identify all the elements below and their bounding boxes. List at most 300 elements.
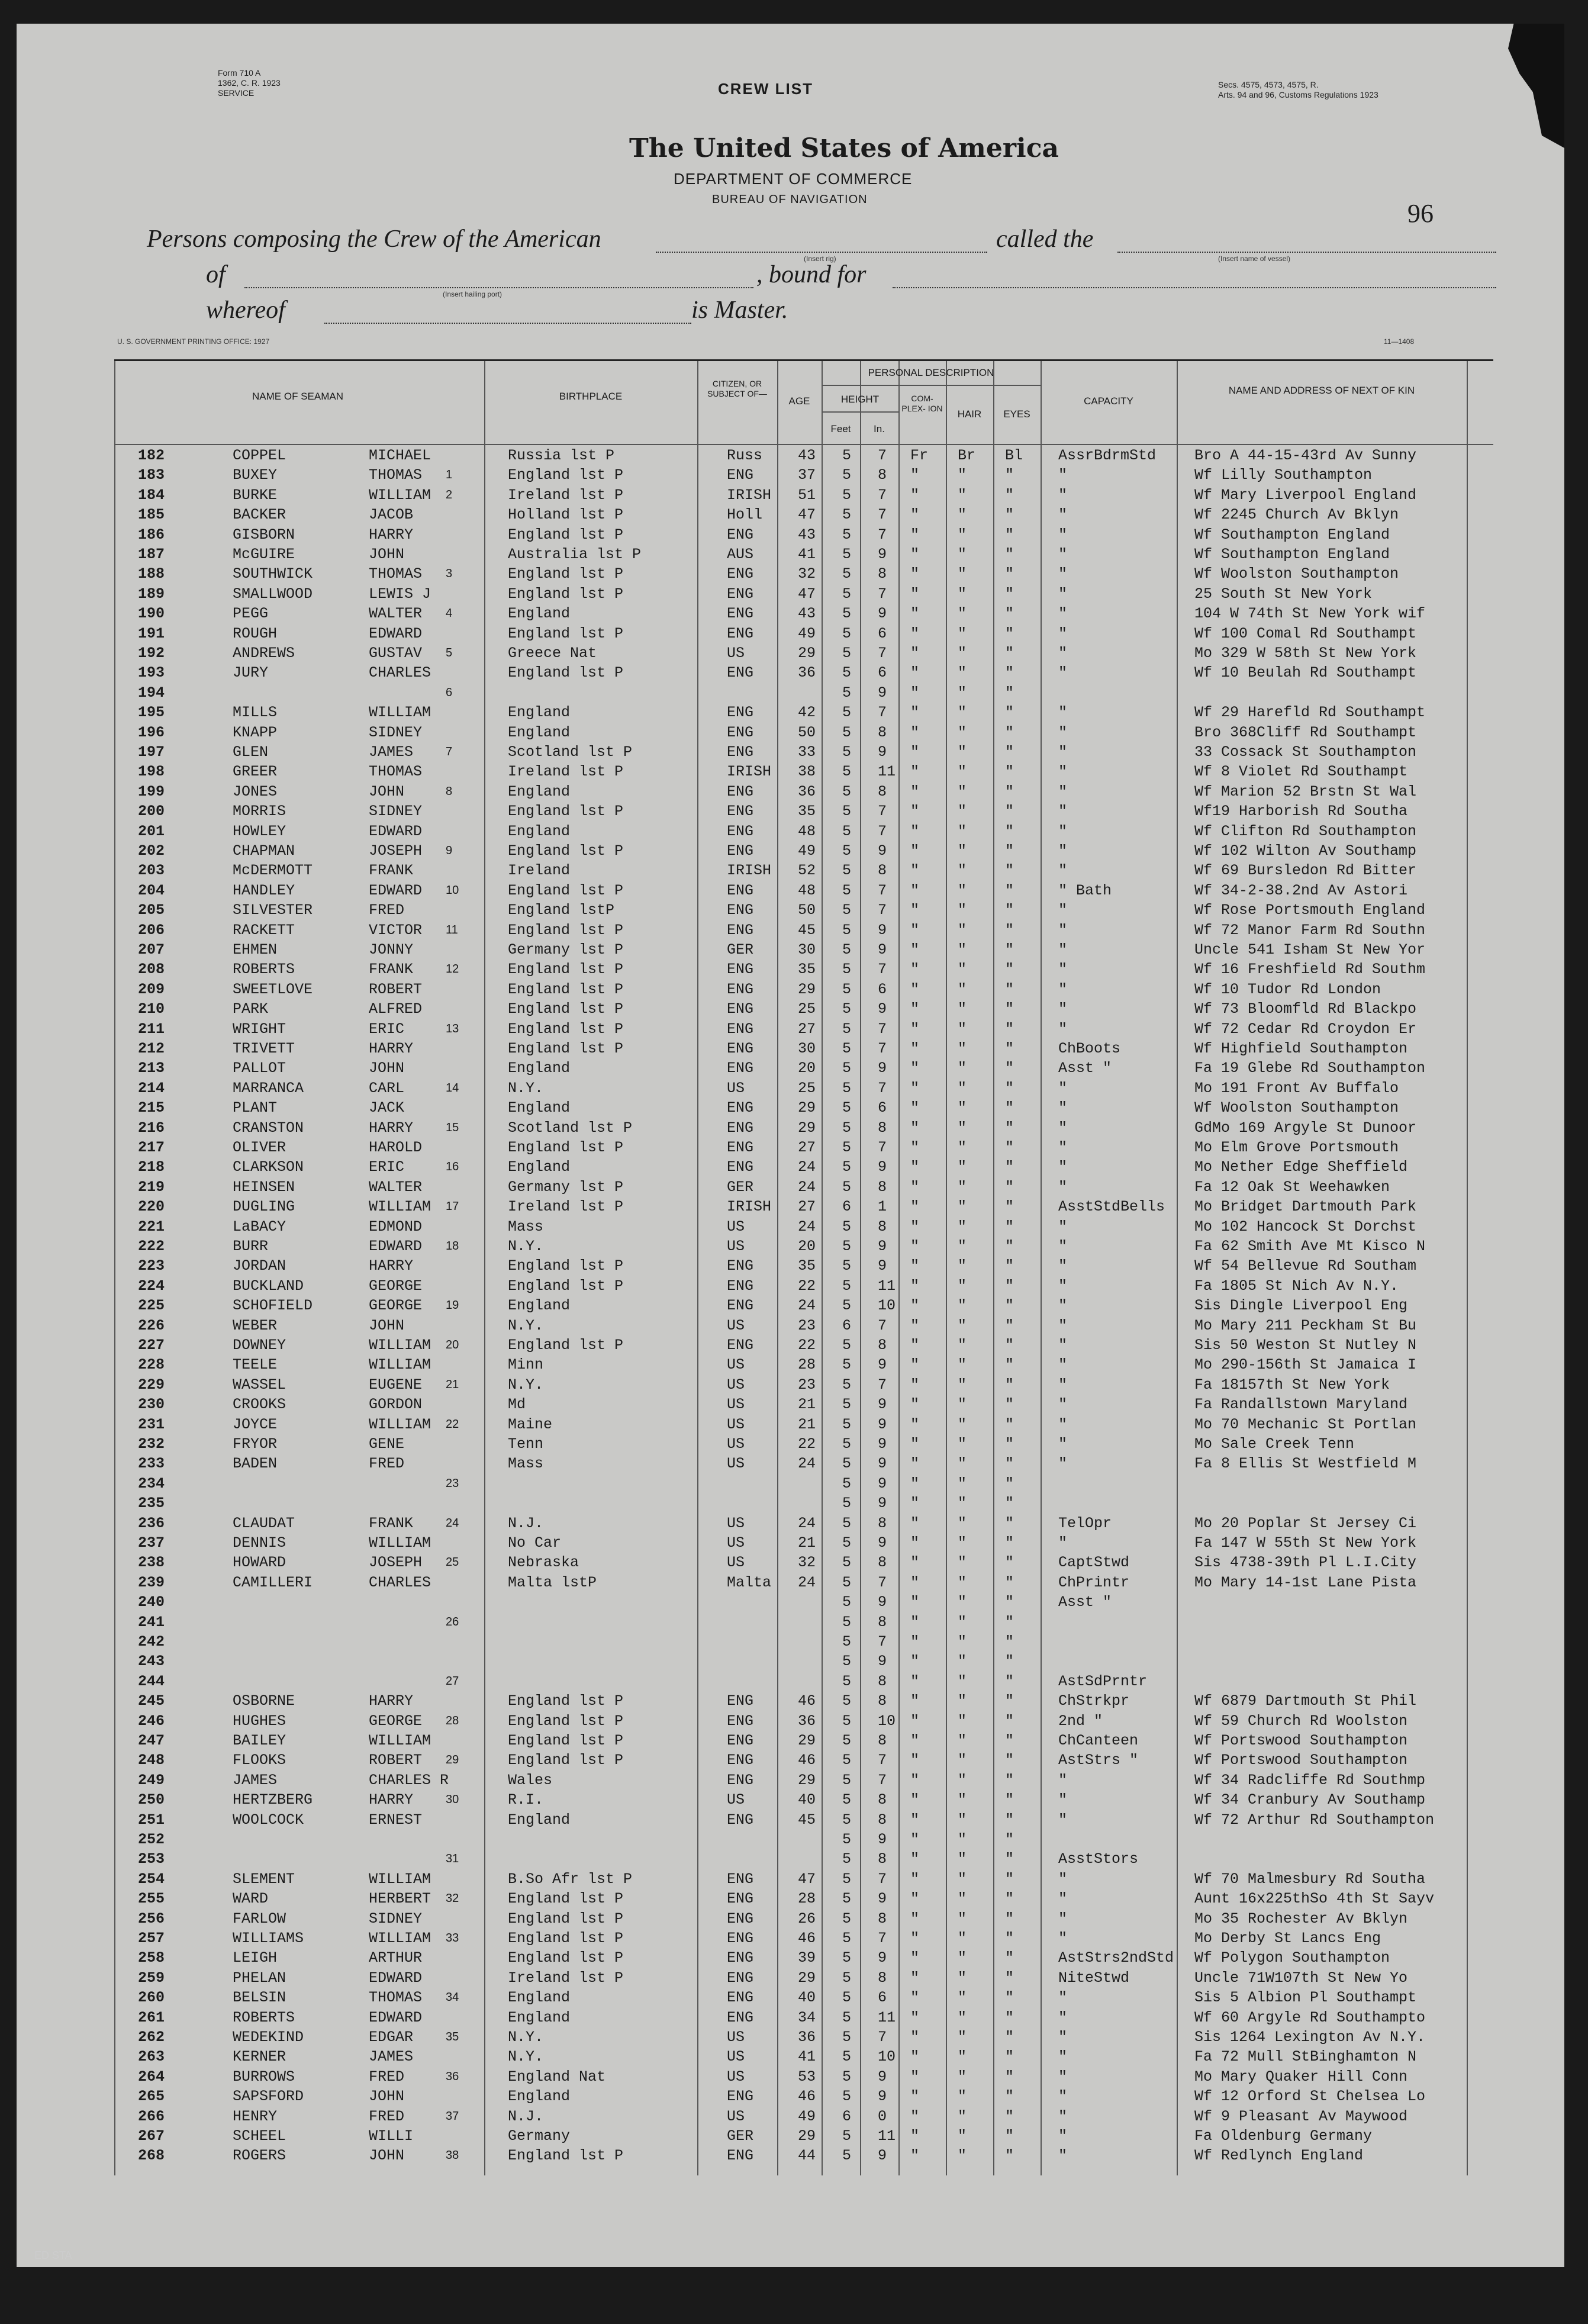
table-row — [114, 2087, 1493, 2106]
margin-number: 31 — [446, 1852, 459, 1866]
col-personal: PERSONAL DESCRIPTION — [868, 367, 994, 378]
age: 42 — [798, 704, 816, 722]
age: 43 — [798, 526, 816, 543]
hair: " — [958, 2107, 967, 2125]
eyes: " — [1005, 2088, 1014, 2106]
birthplace: N.Y. — [508, 1079, 544, 1097]
hair: " — [958, 2147, 967, 2165]
hair: " — [958, 2008, 967, 2026]
age: 51 — [798, 486, 816, 504]
eyes: " — [1005, 881, 1014, 899]
citizenship: US — [727, 1435, 745, 1453]
table-row — [114, 2008, 1493, 2027]
table-row — [114, 1790, 1493, 1810]
surname: FARLOW — [233, 1910, 286, 1927]
margin-number: 17 — [446, 1200, 459, 1213]
row-number: 265 — [138, 2088, 165, 2106]
height-feet: 5 — [842, 1514, 852, 1532]
surname: JORDAN — [233, 1257, 286, 1275]
given-name: LEWIS J — [369, 585, 431, 603]
row-number: 212 — [138, 1040, 165, 1057]
height-inches: 11 — [878, 2008, 896, 2026]
capacity: " — [1058, 842, 1068, 860]
birthplace: England — [508, 704, 571, 722]
capacity: " — [1058, 1890, 1068, 1908]
row-number: 253 — [138, 1850, 165, 1868]
age: 46 — [798, 1752, 816, 1769]
given-name: HARRY — [369, 1791, 414, 1809]
height-inches: 7 — [878, 1139, 887, 1156]
row-number: 184 — [138, 486, 165, 504]
printer-note: U. S. GOVERNMENT PRINTING OFFICE: 1927 — [117, 337, 270, 346]
complexion: " — [910, 2068, 920, 2085]
complexion: " — [910, 803, 920, 820]
birthplace: England lst P — [508, 1930, 624, 1947]
given-name: SIDNEY — [369, 1910, 423, 1927]
age: 24 — [798, 1573, 816, 1591]
eyes: " — [1005, 645, 1014, 662]
birthplace: England lst P — [508, 526, 624, 543]
table-row — [114, 920, 1493, 940]
eyes: " — [1005, 921, 1014, 939]
next-of-kin: Wf 29 Harefld Rd Southampt — [1194, 704, 1426, 722]
table-row — [114, 584, 1493, 604]
surname: WOOLCOCK — [233, 1811, 304, 1829]
table-row — [114, 2107, 1493, 2126]
margin-number: 26 — [446, 1615, 459, 1628]
height-inches: 8 — [878, 1969, 887, 1987]
row-number: 183 — [138, 466, 165, 484]
eyes: " — [1005, 2048, 1014, 2066]
age: 35 — [798, 1257, 816, 1275]
complexion: " — [910, 704, 920, 722]
department-title: DEPARTMENT OF COMMERCE — [674, 170, 913, 188]
hair: " — [958, 2029, 967, 2046]
next-of-kin: Mo Bridget Dartmouth Park — [1194, 1198, 1417, 1216]
complexion: " — [910, 941, 920, 958]
surname: BADEN — [233, 1455, 278, 1473]
hair: " — [958, 1534, 967, 1552]
given-name: JOHN — [369, 546, 405, 563]
hair: " — [958, 1415, 967, 1433]
given-name: HARRY — [369, 1692, 414, 1710]
given-name: FRANK — [369, 862, 414, 880]
given-name: ALFRED — [369, 1000, 423, 1018]
height-inches: 8 — [878, 1811, 887, 1829]
height-inches: 8 — [878, 1119, 887, 1137]
height-feet: 5 — [842, 902, 852, 919]
hair: " — [958, 1752, 967, 1769]
row-number: 268 — [138, 2147, 165, 2165]
next-of-kin: GdMo 169 Argyle St Dunoor — [1194, 1119, 1417, 1137]
capacity: " — [1058, 1020, 1068, 1038]
given-name: WILLIAM — [369, 704, 431, 722]
eyes: " — [1005, 2127, 1014, 2145]
age: 21 — [798, 1534, 816, 1552]
row-number: 185 — [138, 506, 165, 524]
table-row — [114, 1672, 1493, 1691]
capacity: " — [1058, 822, 1068, 840]
complexion: " — [910, 664, 920, 682]
birthplace: Ireland lst P — [508, 1198, 624, 1216]
next-of-kin: Wf Portswood Southampton — [1194, 1752, 1408, 1769]
row-number: 189 — [138, 585, 165, 603]
age: 50 — [798, 723, 816, 741]
hair: " — [958, 2127, 967, 2145]
complexion: " — [910, 921, 920, 939]
capacity: " — [1058, 902, 1068, 919]
citizenship: US — [727, 1079, 745, 1097]
next-of-kin: Mo Sale Creek Tenn — [1194, 1435, 1355, 1453]
hair: " — [958, 1811, 967, 1829]
table-row — [114, 1335, 1493, 1355]
age: 22 — [798, 1337, 816, 1354]
eyes: " — [1005, 1554, 1014, 1572]
height-inches: 7 — [878, 1771, 887, 1789]
height-inches: 7 — [878, 2029, 887, 2046]
age: 23 — [798, 1376, 816, 1393]
birthplace: England — [508, 1158, 571, 1176]
table-row — [114, 1177, 1493, 1197]
capacity: AssrBdrmStd — [1058, 447, 1157, 464]
hair: " — [958, 1653, 967, 1670]
height-feet: 5 — [842, 842, 852, 860]
next-of-kin: Fa Randallstown Maryland — [1194, 1396, 1408, 1414]
capacity: ChStrkpr — [1058, 1692, 1130, 1710]
birthplace: England lst P — [508, 1890, 624, 1908]
birthplace: Maine — [508, 1415, 553, 1433]
eyes: " — [1005, 723, 1014, 741]
row-number: 243 — [138, 1653, 165, 1670]
margin-number: 32 — [446, 1892, 459, 1905]
capacity: " — [1058, 1415, 1068, 1433]
given-name: CHARLES — [369, 664, 431, 682]
next-of-kin: Wf Woolston Southampton — [1194, 1099, 1399, 1117]
eyes: " — [1005, 1514, 1014, 1532]
table-row — [114, 505, 1493, 524]
col-eyes: EYES — [1003, 408, 1030, 420]
table-row — [114, 1573, 1493, 1592]
eyes: " — [1005, 1752, 1014, 1769]
complexion: " — [910, 1752, 920, 1769]
complexion: " — [910, 1020, 920, 1038]
age: 39 — [798, 1949, 816, 1967]
height-feet: 5 — [842, 1297, 852, 1315]
given-name: EUGENE — [369, 1376, 423, 1393]
eyes: " — [1005, 1613, 1014, 1631]
citizenship: ENG — [727, 902, 754, 919]
eyes: " — [1005, 1870, 1014, 1888]
capacity: " — [1058, 2029, 1068, 2046]
given-name: EDMOND — [369, 1218, 423, 1235]
citizenship: ENG — [727, 822, 754, 840]
hair: " — [958, 1831, 967, 1848]
table-row — [114, 643, 1493, 663]
given-name: EDWARD — [369, 822, 423, 840]
col-complexion: COM- PLEX- ION — [901, 394, 943, 413]
height-feet: 5 — [842, 1890, 852, 1908]
given-name: ROBERT — [369, 1752, 423, 1769]
citizenship: US — [727, 1356, 745, 1374]
citizenship: ENG — [727, 1020, 754, 1038]
capacity: " — [1058, 1534, 1068, 1552]
table-row — [114, 465, 1493, 485]
birthplace: England lst P — [508, 1732, 624, 1749]
citizenship: ENG — [727, 1337, 754, 1354]
surname: HANDLEY — [233, 881, 295, 899]
given-name: WILLIAM — [369, 1930, 431, 1947]
given-name: HARRY — [369, 526, 414, 543]
hair: " — [958, 1514, 967, 1532]
capacity: " — [1058, 1455, 1068, 1473]
eyes: " — [1005, 466, 1014, 484]
table-row — [114, 1256, 1493, 1276]
citizenship: ENG — [727, 585, 754, 603]
eyes: " — [1005, 585, 1014, 603]
age: 49 — [798, 625, 816, 642]
hair: " — [958, 1870, 967, 1888]
surname: WASSEL — [233, 1376, 286, 1393]
height-inches: 9 — [878, 2068, 887, 2085]
complexion: " — [910, 565, 920, 583]
height-feet: 5 — [842, 1633, 852, 1650]
given-name: WILLIAM — [369, 486, 431, 504]
margin-number: 37 — [446, 2109, 459, 2123]
eyes: " — [1005, 1653, 1014, 1670]
col-kin: NAME AND ADDRESS OF NEXT OF KIN — [1228, 385, 1415, 396]
height-inches: 10 — [878, 1297, 896, 1315]
table-row — [114, 1237, 1493, 1256]
hair: " — [958, 1949, 967, 1967]
next-of-kin: Fa 147 W 55th St New York — [1194, 1534, 1417, 1552]
height-feet: 5 — [842, 1415, 852, 1433]
margin-number: 6 — [446, 685, 453, 699]
height-feet: 5 — [842, 1930, 852, 1947]
height-inches: 9 — [878, 2147, 887, 2165]
height-feet: 5 — [842, 684, 852, 701]
surname: McDERMOTT — [233, 862, 313, 880]
complexion: " — [910, 1514, 920, 1532]
row-number: 219 — [138, 1178, 165, 1196]
height-feet: 5 — [842, 1554, 852, 1572]
height-feet: 5 — [842, 961, 852, 978]
birthplace: Ireland — [508, 862, 571, 880]
birthplace: England Nat — [508, 2068, 606, 2085]
given-name: WILLIAM — [369, 1337, 431, 1354]
next-of-kin: Sis 5 Albion Pl Southampt — [1194, 1989, 1417, 2007]
surname: CROOKS — [233, 1396, 286, 1414]
eyes: " — [1005, 1376, 1014, 1393]
next-of-kin: Aunt 16x225thSo 4th St Sayv — [1194, 1890, 1435, 1908]
birthplace: England lst P — [508, 1257, 624, 1275]
row-number: 258 — [138, 1949, 165, 1967]
row-number: 199 — [138, 783, 165, 800]
height-feet: 5 — [842, 1969, 852, 1987]
table-row — [114, 782, 1493, 802]
next-of-kin: Mo 20 Poplar St Jersey Ci — [1194, 1514, 1417, 1532]
height-inches: 8 — [878, 1554, 887, 1572]
eyes: " — [1005, 546, 1014, 563]
citizenship: ENG — [727, 664, 754, 682]
eyes: " — [1005, 763, 1014, 781]
citizenship: US — [727, 1415, 745, 1433]
hair: " — [958, 625, 967, 642]
complexion: " — [910, 1277, 920, 1295]
birthplace: England lst P — [508, 2147, 624, 2165]
next-of-kin: Mo 191 Front Av Buffalo — [1194, 1079, 1399, 1097]
row-number: 187 — [138, 546, 165, 563]
given-name: ROBERT — [369, 980, 423, 998]
table-row — [114, 1771, 1493, 1790]
hair: " — [958, 743, 967, 761]
eyes: " — [1005, 1435, 1014, 1453]
capacity: AsstStdBells — [1058, 1198, 1165, 1216]
surname: WILLIAMS — [233, 1930, 304, 1947]
table-row — [114, 1019, 1493, 1039]
row-number: 213 — [138, 1060, 165, 1077]
height-inches: 9 — [878, 1396, 887, 1414]
margin-number: 9 — [446, 844, 453, 857]
age: 30 — [798, 1040, 816, 1057]
height-inches: 7 — [878, 1573, 887, 1591]
age: 26 — [798, 1910, 816, 1927]
hair: " — [958, 546, 967, 563]
table-row — [114, 1197, 1493, 1216]
hair: " — [958, 506, 967, 524]
next-of-kin: Wf Clifton Rd Southampton — [1194, 822, 1417, 840]
age: 46 — [798, 1930, 816, 1947]
citizenship: GER — [727, 2127, 754, 2145]
capacity: ChBoots — [1058, 1040, 1121, 1057]
table-row — [114, 1830, 1493, 1849]
hair: " — [958, 1495, 967, 1512]
surname: TRIVETT — [233, 1040, 295, 1057]
surname: GISBORN — [233, 526, 295, 543]
next-of-kin: Wf Portswood Southampton — [1194, 1732, 1408, 1749]
sec-ref-2: Arts. 94 and 96, Customs Regulations 1923 — [1218, 90, 1378, 99]
table-row — [114, 485, 1493, 505]
surname: BELSIN — [233, 1989, 286, 2007]
birthplace: England lst P — [508, 1020, 624, 1038]
capacity: " — [1058, 723, 1068, 741]
row-number: 223 — [138, 1257, 165, 1275]
given-name: WILLIAM — [369, 1870, 431, 1888]
given-name: EDWARD — [369, 625, 423, 642]
age: 44 — [798, 2147, 816, 2165]
capacity: " — [1058, 1238, 1068, 1255]
birthplace: England — [508, 1297, 571, 1315]
eyes: " — [1005, 783, 1014, 800]
complexion: " — [910, 585, 920, 603]
blank-bound — [893, 287, 1496, 288]
citizenship: ENG — [727, 1890, 754, 1908]
hair: " — [958, 1198, 967, 1216]
hair: " — [958, 1060, 967, 1077]
height-inches: 8 — [878, 565, 887, 583]
row-number: 217 — [138, 1139, 165, 1156]
height-inches: 10 — [878, 1712, 896, 1730]
birthplace: Greece Nat — [508, 645, 597, 662]
next-of-kin: Wf 100 Comal Rd Southampt — [1194, 625, 1417, 642]
next-of-kin: Wf 72 Cedar Rd Croydon Er — [1194, 1020, 1417, 1038]
complexion: " — [910, 645, 920, 662]
age: 45 — [798, 921, 816, 939]
capacity: " — [1058, 506, 1068, 524]
citizenship: US — [727, 2107, 745, 2125]
eyes: " — [1005, 1099, 1014, 1117]
table-row — [114, 841, 1493, 861]
form-line-3b: is Master. — [691, 297, 788, 324]
hair: " — [958, 466, 967, 484]
complexion: " — [910, 842, 920, 860]
capacity: AsstStors — [1058, 1850, 1139, 1868]
citizenship: ENG — [727, 1969, 754, 1987]
eyes: " — [1005, 1594, 1014, 1611]
hair: " — [958, 1000, 967, 1018]
row-number: 260 — [138, 1989, 165, 2007]
age: 28 — [798, 1356, 816, 1374]
given-name: CARL — [369, 1079, 405, 1097]
next-of-kin: Wf 6879 Dartmouth St Phil — [1194, 1692, 1417, 1710]
complexion: " — [910, 1495, 920, 1512]
age: 24 — [798, 1218, 816, 1235]
eyes: " — [1005, 1633, 1014, 1650]
row-number: 202 — [138, 842, 165, 860]
table-row — [114, 1454, 1493, 1473]
table-row — [114, 1415, 1493, 1434]
eyes: " — [1005, 506, 1014, 524]
table-row — [114, 1810, 1493, 1830]
height-inches: 8 — [878, 1218, 887, 1235]
citizenship: US — [727, 1396, 745, 1414]
birthplace: N.Y. — [508, 1238, 544, 1255]
complexion: " — [910, 2107, 920, 2125]
hair: " — [958, 1040, 967, 1057]
height-inches: 6 — [878, 1989, 887, 2007]
given-name: WILLIAM — [369, 1534, 431, 1552]
citizenship: ENG — [727, 1771, 754, 1789]
citizenship: US — [727, 1791, 745, 1809]
eyes: " — [1005, 1732, 1014, 1749]
hair: " — [958, 881, 967, 899]
height-inches: 9 — [878, 546, 887, 563]
age: 23 — [798, 1316, 816, 1334]
next-of-kin: Wf Lilly Southampton — [1194, 466, 1373, 484]
form-service: SERVICE — [218, 88, 255, 98]
eyes: " — [1005, 743, 1014, 761]
table-row — [114, 2047, 1493, 2067]
height-inches: 9 — [878, 842, 887, 860]
citizenship: ENG — [727, 1712, 754, 1730]
complexion: " — [910, 1613, 920, 1631]
row-number: 214 — [138, 1079, 165, 1097]
margin-number: 19 — [446, 1299, 459, 1312]
complexion: " — [910, 1396, 920, 1414]
next-of-kin: Mo Mary 211 Peckham St Bu — [1194, 1316, 1417, 1334]
age: 37 — [798, 466, 816, 484]
given-name: WILLIAM — [369, 1415, 431, 1433]
complexion: " — [910, 466, 920, 484]
age: 36 — [798, 2029, 816, 2046]
capacity: " — [1058, 466, 1068, 484]
row-number: 192 — [138, 645, 165, 662]
complexion: " — [910, 486, 920, 504]
age: 29 — [798, 1732, 816, 1749]
eyes: " — [1005, 1020, 1014, 1038]
margin-number: 30 — [446, 1793, 459, 1807]
given-name: FRED — [369, 1455, 405, 1473]
margin-number: 13 — [446, 1022, 459, 1035]
